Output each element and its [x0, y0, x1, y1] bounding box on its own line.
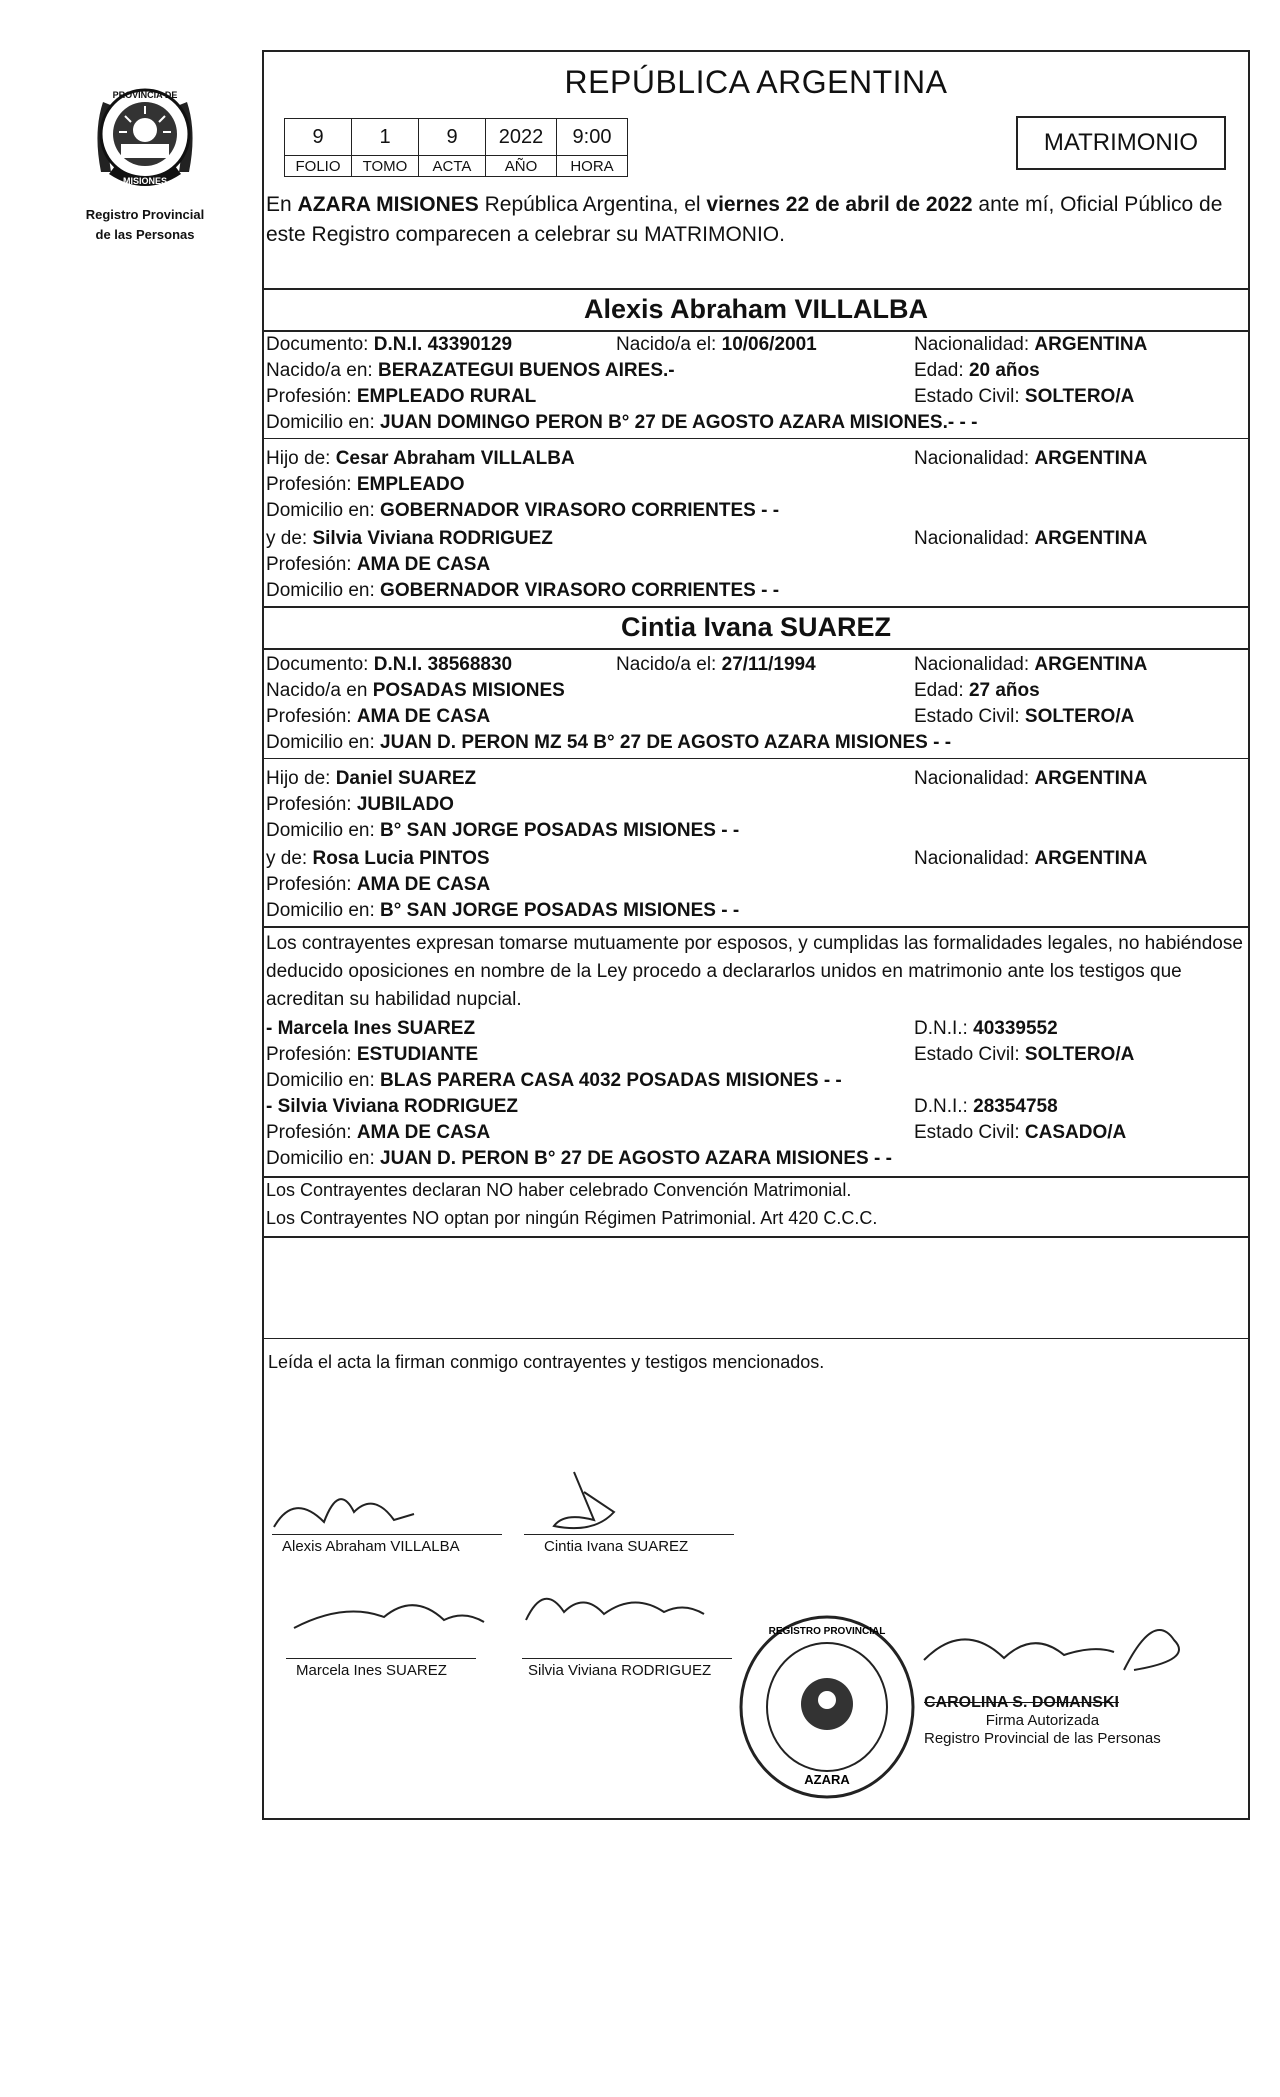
tomo-value: 1: [352, 119, 419, 156]
party1-mother-nationality: Nacionalidad: ARGENTINA: [914, 528, 1148, 549]
party2-mother-address: Domicilio en: B° SAN JORGE POSADAS MISIONES - -: [266, 900, 740, 921]
hora-value: 9:00: [557, 119, 628, 156]
divider: [264, 648, 1248, 650]
authority-institution: Registro Provincial de las Personas: [924, 1730, 1161, 1747]
divider: [264, 1338, 1248, 1339]
intro-place: AZARA MISIONES: [297, 193, 479, 216]
registry-data-table: [284, 118, 628, 177]
party1-father-address: Domicilio en: GOBERNADOR VIRASORO CORRIENTES - -: [266, 500, 780, 521]
divider: [264, 288, 1248, 290]
party1-mother-address: Domicilio en: GOBERNADOR VIRASORO CORRIENTES - -: [266, 580, 780, 601]
folio-value: 9: [285, 119, 352, 156]
acta-value: 9: [419, 119, 486, 156]
party1-address: Domicilio en: JUAN DOMINGO PERON B° 27 DE AGOSTO AZARA MISIONES.- - -: [266, 412, 978, 433]
official-seal-icon: [732, 1612, 922, 1802]
svg-text:PROVINCIA DE: PROVINCIA DE: [112, 90, 178, 100]
signature-label-2: Cintia Ivana SUAREZ: [544, 1538, 689, 1555]
intro-date: viernes 22 de abril de 2022: [706, 193, 973, 216]
witness2-profession: Profesión: AMA DE CASA: [266, 1122, 491, 1143]
witness2-civil-status: Estado Civil: CASADO/A: [914, 1122, 1127, 1143]
party1-mother-profession: Profesión: AMA DE CASA: [266, 554, 491, 575]
closing-text: Leída el acta la firman conmigo contrayentes y testigos mencionados.: [268, 1352, 825, 1372]
intro-text-3: ante mí, Oficial Público de este Registro comparecen a celebrar su MATRIMONIO.: [266, 193, 1223, 246]
party1-father-nationality: Nacionalidad: ARGENTINA: [914, 448, 1148, 469]
tomo-label: TOMO: [352, 156, 419, 177]
party2-birthplace: Nacido/a en POSADAS MISIONES: [266, 680, 565, 701]
witness1-profession: Profesión: ESTUDIANTE: [266, 1044, 479, 1065]
registry-logo: [70, 72, 220, 242]
party2-mother-profession: Profesión: AMA DE CASA: [266, 874, 491, 895]
svg-text:AZARA: AZARA: [804, 1772, 850, 1787]
signature-line: [524, 1534, 734, 1535]
witness1-civil-status: Estado Civil: SOLTERO/A: [914, 1044, 1135, 1065]
acta-label: ACTA: [419, 156, 486, 177]
divider: [264, 926, 1248, 928]
logo-caption-line1: Registro Provincial: [85, 207, 205, 222]
signature-label-1: Alexis Abraham VILLALBA: [282, 1538, 460, 1555]
declaration-text: Los contrayentes expresan tomarse mutuamente por esposos, y cumplidas las formalidades legales, no habiéndose deducido oposiciones en nombre de la Ley procedo a declararlos unidos en matrimonio ante los testigos que acreditan su habilidad nupcial.: [266, 933, 1243, 1010]
party2-father-profession: Profesión: JUBILADO: [266, 794, 454, 815]
certificate-frame: [262, 50, 1250, 1820]
party2-nationality: Nacionalidad: ARGENTINA: [914, 654, 1148, 675]
divider: [264, 758, 1248, 759]
witness2-address: Domicilio en: JUAN D. PERON B° 27 DE AGOSTO AZARA MISIONES - -: [266, 1148, 892, 1169]
hora-label: HORA: [557, 156, 628, 177]
record-type-box: MATRIMONIO: [1016, 116, 1226, 170]
party1-birthdate: Nacido/a el: 10/06/2001: [616, 334, 817, 355]
divider: [264, 1176, 1248, 1178]
party2-document: Documento: D.N.I. 38568830: [266, 654, 513, 675]
party2-profession: Profesión: AMA DE CASA: [266, 706, 491, 727]
authority-block: [924, 1694, 1161, 1748]
anio-label: AÑO: [486, 156, 557, 177]
signature-line: [272, 1534, 502, 1535]
party1-name: Alexis Abraham VILLALBA: [583, 294, 929, 324]
authority-name: CAROLINA S. DOMANSKI: [924, 1694, 1119, 1711]
divider: [264, 438, 1248, 439]
page-title: REPÚBLICA ARGENTINA: [564, 64, 948, 100]
intro-text-2: República Argentina, el: [478, 193, 707, 216]
divider: [264, 1236, 1248, 1238]
party1-father-profession: Profesión: EMPLEADO: [266, 474, 465, 495]
convention-statement: Los Contrayentes declaran NO haber celebrado Convención Matrimonial.: [266, 1180, 852, 1200]
party1-age: Edad: 20 años: [914, 360, 1040, 381]
intro-paragraph: [266, 190, 1241, 250]
party2-father-address: Domicilio en: B° SAN JORGE POSADAS MISIONES - -: [266, 820, 740, 841]
party2-mother: y de: Rosa Lucia PINTOS: [266, 848, 490, 869]
divider: [264, 606, 1248, 608]
signature-label-3: Marcela Ines SUAREZ: [296, 1662, 447, 1679]
party2-address: Domicilio en: JUAN D. PERON MZ 54 B° 27 DE AGOSTO AZARA MISIONES - -: [266, 732, 952, 753]
svg-text:MISIONES: MISIONES: [122, 176, 168, 186]
witness2-name: - Silvia Viviana RODRIGUEZ: [266, 1096, 519, 1117]
party1-nationality: Nacionalidad: ARGENTINA: [914, 334, 1148, 355]
intro-text-1: En: [266, 193, 298, 216]
party2-name: Cintia Ivana SUAREZ: [620, 612, 892, 642]
witness2-dni: D.N.I.: 28354758: [914, 1096, 1058, 1117]
party1-civil-status: Estado Civil: SOLTERO/A: [914, 386, 1135, 407]
party2-birthdate: Nacido/a el: 27/11/1994: [616, 654, 816, 675]
party1-mother: y de: Silvia Viviana RODRIGUEZ: [266, 528, 553, 549]
logo-caption-line2: de las Personas: [95, 227, 195, 242]
witness1-dni: D.N.I.: 40339552: [914, 1018, 1058, 1039]
witness1-name: - Marcela Ines SUAREZ: [266, 1018, 476, 1039]
party2-age: Edad: 27 años: [914, 680, 1040, 701]
party1-document: Documento: D.N.I. 43390129: [266, 334, 513, 355]
divider: [264, 330, 1248, 332]
coat-of-arms-icon: [85, 72, 205, 202]
signature-label-4: Silvia Viviana RODRIGUEZ: [528, 1662, 712, 1679]
folio-label: FOLIO: [285, 156, 352, 177]
signature-line: [286, 1658, 476, 1659]
party1-profession: Profesión: EMPLEADO RURAL: [266, 386, 537, 407]
authority-title: Firma Autorizada: [985, 1712, 1100, 1729]
party2-father: Hijo de: Daniel SUAREZ: [266, 768, 477, 789]
party2-mother-nationality: Nacionalidad: ARGENTINA: [914, 848, 1148, 869]
anio-value: 2022: [486, 119, 557, 156]
party1-birthplace: Nacido/a en: BERAZATEGUI BUENOS AIRES.-: [266, 360, 675, 381]
signature-line: [522, 1658, 732, 1659]
party1-father: Hijo de: Cesar Abraham VILLALBA: [266, 448, 575, 469]
party2-father-nationality: Nacionalidad: ARGENTINA: [914, 768, 1148, 789]
svg-text:REGISTRO PROVINCIAL: REGISTRO PROVINCIAL: [768, 1626, 886, 1637]
party2-civil-status: Estado Civil: SOLTERO/A: [914, 706, 1135, 727]
regime-statement: Los Contrayentes NO optan por ningún Régimen Patrimonial. Art 420 C.C.C.: [266, 1208, 878, 1228]
witness1-address: Domicilio en: BLAS PARERA CASA 4032 POSADAS MISIONES - -: [266, 1070, 842, 1091]
